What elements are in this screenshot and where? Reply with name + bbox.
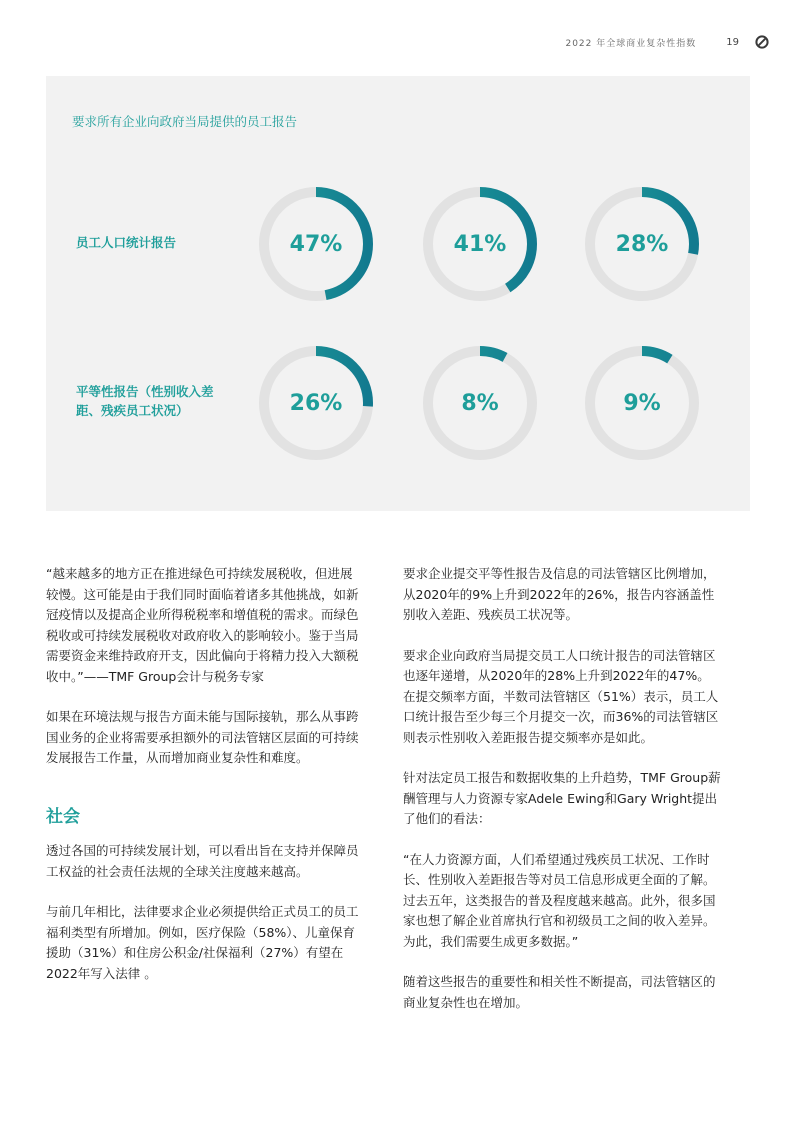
panel-title: 要求所有企业向政府当局提供的员工报告 bbox=[72, 114, 298, 129]
document-title: 2022 年全球商业复杂性指数 bbox=[565, 38, 697, 49]
ring-value-label: 47% bbox=[289, 231, 343, 257]
paragraph: 针对法定员工报告和数据收集的上升趋势，TMF Group薪酬管理与人力资源专家Adele Ewing和Gary Wright提出了他们的看法： bbox=[403, 770, 721, 826]
page-header bbox=[565, 34, 769, 50]
ring-value-label: 8% bbox=[461, 390, 499, 416]
expert-quote-paragraph: “越来越多的地方正在推进绿色可持续发展税收，但进展较慢。这可能是由于我们同时面临着诸多其他挑战，如新冠疫情以及提高企业所得税税率和增值税的需求。而绿色税收或可持续发展税收对政府收入的影响较小。鉴于当局需要资金来维持政府开支，因此偏向于将精力投入大额税收中。”——TMF Group会计与税务专家 bbox=[46, 566, 359, 684]
ring-value-label: 41% bbox=[453, 231, 507, 257]
ring-value-label: 9% bbox=[623, 390, 661, 416]
right-text-column bbox=[403, 564, 721, 1033]
section-heading-social: 社会 bbox=[46, 806, 80, 827]
ring-value-label: 26% bbox=[289, 390, 343, 416]
paragraph: 透过各国的可持续发展计划，可以看出旨在支持并保障员工权益的社会责任法规的全球关注度越来越高。 bbox=[46, 843, 359, 879]
ring-equality-3 bbox=[582, 343, 702, 463]
ring-value-label: 28% bbox=[615, 231, 669, 257]
paragraph: 随着这些报告的重要性和相关性不断提高，司法管辖区的商业复杂性也在增加。 bbox=[403, 974, 716, 1010]
ring-equality-2 bbox=[420, 343, 540, 463]
ring-demographics-1 bbox=[256, 184, 376, 304]
row-label-equality-line2: 距、残疾员工状况） bbox=[76, 403, 189, 418]
row-label-demographics: 员工人口统计报告 bbox=[76, 235, 177, 250]
paragraph: 要求企业提交平等性报告及信息的司法管辖区比例增加，从2020年的9%上升到2022年的26%，报告内容涵盖性别收入差距、残疾员工状况等。 bbox=[403, 566, 716, 622]
paragraph: 如果在环境法规与报告方面未能与国际接轨，那么从事跨国业务的企业将需要承担额外的司法管辖区层面的可持续发展报告工作量，从而增加商业复杂性和难度。 bbox=[46, 709, 359, 765]
paragraph: 要求企业向政府当局提交员工人口统计报告的司法管辖区也逐年递增，从2020年的28%上升到2022年的47%。在提交频率方面，半数司法管辖区（51%）表示，员工人口统计报告至少每三个月提交一次，而36%的司法管辖区则表示性别收入差距报告提交频率亦是如此。 bbox=[403, 647, 719, 745]
ring-demographics-2 bbox=[420, 184, 540, 304]
left-text-column bbox=[46, 564, 364, 1004]
page-number: 19 bbox=[726, 36, 739, 48]
row-label-equality-line1: 平等性报告（性别收入差 bbox=[76, 384, 214, 399]
employee-reports-panel bbox=[46, 76, 750, 511]
row-label-equality bbox=[76, 382, 214, 420]
tmf-circle-logo-icon bbox=[755, 35, 769, 49]
paragraph: 与前几年相比，法律要求企业必须提供给正式员工的员工福利类型有所增加。例如，医疗保险（58%）、儿童保育援助（31%）和住房公积金/社保福利（27%）有望在2022年写入法律 。 bbox=[46, 904, 359, 981]
expert-quote-paragraph: “在人力资源方面，人们希望通过残疾员工状况、工作时长、性别收入差距报告等对员工信息形成更全面的了解。过去五年，这类报告的普及程度越来越高。此外，很多国家也想了解企业首席执行官和初级员工之间的收入差异。为此，我们需要生成更多数据。” bbox=[403, 851, 716, 949]
ring-equality-1 bbox=[256, 343, 376, 463]
ring-demographics-3 bbox=[582, 184, 702, 304]
